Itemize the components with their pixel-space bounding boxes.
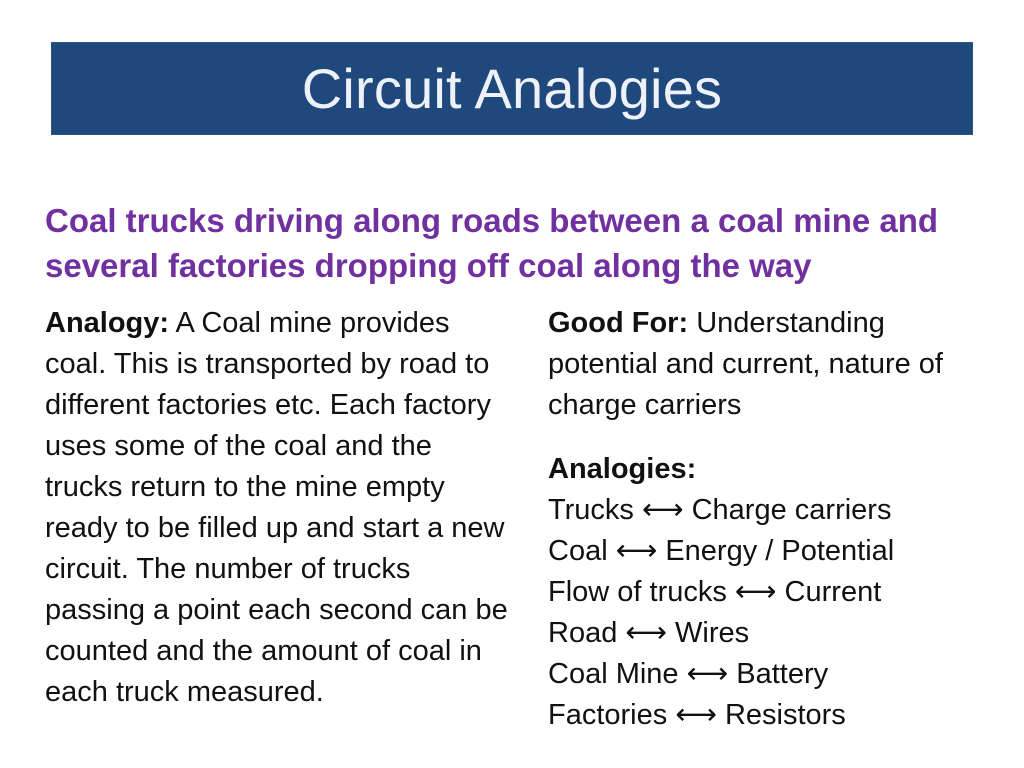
title-bar [51, 42, 973, 135]
good-for-section [548, 303, 988, 426]
analogy-item-coal-mine: Coal Mine ⟷ Battery [548, 658, 829, 690]
analogy-description [45, 303, 515, 713]
analogy-item-flow: Flow of trucks ⟷ Current [548, 576, 882, 608]
analogies-label: Analogies: [548, 453, 697, 485]
good-for-text: Understanding potential and current, nature of charge carriers [548, 307, 943, 421]
slide-subtitle: Coal trucks driving along roads between a coal mine and several factories dropping off coal along the way [45, 202, 939, 284]
analogy-label: Analogy: [45, 307, 170, 339]
analogy-item-coal: Coal ⟷ Energy / Potential [548, 535, 895, 567]
good-for-label: Good For: [548, 307, 689, 339]
analogies-section [548, 449, 988, 736]
right-column [548, 303, 988, 736]
analogy-item-trucks: Trucks ⟷ Charge carriers [548, 494, 892, 526]
slide-title: Circuit Analogies [301, 56, 723, 120]
analogy-text: A Coal mine provides coal. This is transported by road to different factories etc. Each factory uses some of the coal and the trucks return to the mine empty ready to be filled up and start a new circuit. The number of trucks passing a point each second can be counted and the amount of coal in each truck measured. [45, 307, 508, 708]
analogy-item-road: Road ⟷ Wires [548, 617, 750, 649]
analogy-item-factories: Factories ⟷ Resistors [548, 699, 846, 731]
